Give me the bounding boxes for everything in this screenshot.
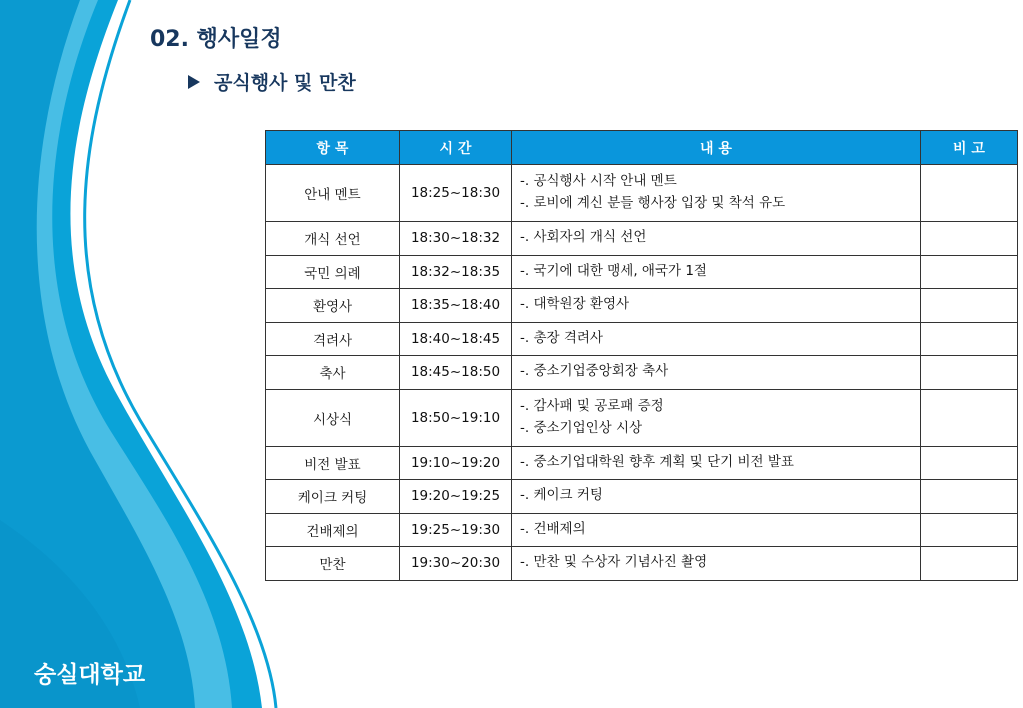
cell-note — [921, 222, 1018, 256]
cell-time: 18:32~18:35 — [400, 255, 512, 289]
content-line: -. 대학원장 환영사 — [520, 296, 630, 313]
content-line: -. 중소기업인상 시상 — [520, 419, 643, 436]
cell-item: 안내 멘트 — [266, 165, 400, 222]
cell-time: 18:30~18:32 — [400, 222, 512, 256]
content-line: -. 케이크 커팅 — [520, 487, 603, 504]
table-row — [266, 222, 1018, 256]
content-line: -. 공식행사 시작 안내 멘트 — [520, 173, 677, 190]
cell-content — [512, 389, 921, 446]
cell-time: 19:10~19:20 — [400, 446, 512, 480]
schedule-table — [265, 130, 1018, 581]
table-row — [266, 389, 1018, 446]
cell-item: 시상식 — [266, 389, 400, 446]
table-row — [266, 446, 1018, 480]
cell-item: 격려사 — [266, 322, 400, 356]
cell-content — [512, 222, 921, 256]
cell-note — [921, 389, 1018, 446]
cell-content — [512, 513, 921, 547]
cell-item: 국민 의례 — [266, 255, 400, 289]
cell-content — [512, 322, 921, 356]
content-line: -. 사회자의 개식 선언 — [520, 229, 647, 246]
cell-note — [921, 547, 1018, 581]
table-row — [266, 480, 1018, 514]
cell-note — [921, 356, 1018, 390]
cell-content — [512, 547, 921, 581]
decorative-wave-background — [0, 0, 300, 708]
content-line: -. 감사패 및 공로패 증정 — [520, 397, 664, 414]
cell-time: 18:25~18:30 — [400, 165, 512, 222]
cell-item: 개식 선언 — [266, 222, 400, 256]
cell-content — [512, 165, 921, 222]
table-row — [266, 255, 1018, 289]
section-heading-label: 공식행사 및 만찬 — [214, 72, 356, 94]
cell-item: 케이크 커팅 — [266, 480, 400, 514]
cell-time: 19:20~19:25 — [400, 480, 512, 514]
cell-note — [921, 513, 1018, 547]
cell-content — [512, 446, 921, 480]
cell-time: 18:45~18:50 — [400, 356, 512, 390]
cell-content — [512, 255, 921, 289]
table-row — [266, 322, 1018, 356]
cell-note — [921, 255, 1018, 289]
triangle-right-icon — [188, 75, 200, 89]
table-row — [266, 165, 1018, 222]
cell-time: 18:35~18:40 — [400, 289, 512, 323]
header-item: 항 목 — [266, 131, 400, 165]
cell-item: 축사 — [266, 356, 400, 390]
header-content: 내 용 — [512, 131, 921, 165]
cell-time: 18:50~19:10 — [400, 389, 512, 446]
table-row — [266, 547, 1018, 581]
cell-note — [921, 289, 1018, 323]
table-header-row — [266, 131, 1018, 165]
cell-note — [921, 165, 1018, 222]
cell-time: 18:40~18:45 — [400, 322, 512, 356]
cell-note — [921, 480, 1018, 514]
cell-time: 19:25~19:30 — [400, 513, 512, 547]
section-heading — [188, 68, 356, 95]
header-time: 시 간 — [400, 131, 512, 165]
cell-note — [921, 322, 1018, 356]
content-line: -. 로비에 계신 분들 행사장 입장 및 착석 유도 — [520, 195, 786, 211]
page-title: 02. 행사일정 — [150, 27, 282, 52]
cell-content — [512, 356, 921, 390]
content-line: -. 건배제의 — [520, 520, 586, 537]
table-row — [266, 513, 1018, 547]
cell-content — [512, 480, 921, 514]
cell-item: 건배제의 — [266, 513, 400, 547]
cell-item: 비전 발표 — [266, 446, 400, 480]
table-row — [266, 356, 1018, 390]
cell-item: 만찬 — [266, 547, 400, 581]
content-line: -. 총장 격려사 — [520, 329, 603, 346]
content-line: -. 중소기업대학원 향후 계획 및 단기 비전 발표 — [520, 453, 794, 470]
content-line: -. 국기에 대한 맹세, 애국가 1절 — [520, 262, 707, 279]
university-logo-text: 숭실대학교 — [34, 662, 146, 688]
cell-note — [921, 446, 1018, 480]
cell-content — [512, 289, 921, 323]
cell-time: 19:30~20:30 — [400, 547, 512, 581]
header-note: 비 고 — [921, 131, 1018, 165]
cell-item: 환영사 — [266, 289, 400, 323]
table-row — [266, 289, 1018, 323]
content-line: -. 만찬 및 수상자 기념사진 촬영 — [520, 554, 708, 571]
content-line: -. 중소기업중앙회장 축사 — [520, 363, 669, 380]
